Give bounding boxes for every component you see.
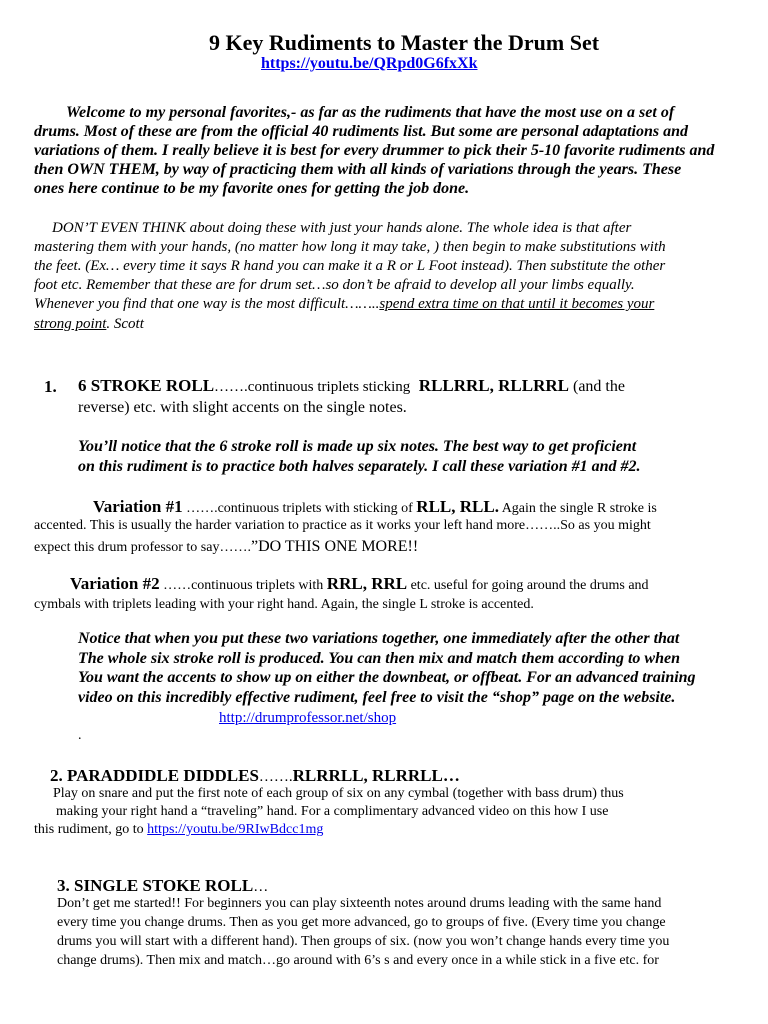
section-3-line-1: Don’t get me started!! For beginners you can play sixteenth notes around drums leading with the same hand <box>57 896 662 911</box>
dont-line-5-underlined: spend extra time on that until it becomes your <box>379 296 655 312</box>
do-this-one-more: ”DO THIS ONE MORE!! <box>250 538 419 555</box>
section-1-notice-1: You’ll notice that the 6 stroke roll is made up six notes. The best way to get proficient <box>78 438 637 455</box>
combo-line-3: You want the accents to show up on either the downbeat, or offbeat. For an advanced training <box>78 669 696 686</box>
dont-line-5-start: Whenever you find that one way is the most difficult…….. <box>34 296 380 312</box>
strong-point-text: strong point <box>34 316 107 332</box>
variation-2-line-1 <box>70 574 649 594</box>
intro-line-5: ones here continue to be my favorite ones for getting the job done. <box>34 180 470 197</box>
section-1-title: 6 STROKE ROLL <box>78 376 215 395</box>
section-3-heading <box>57 876 268 896</box>
combo-line-2: The whole six stroke roll is produced. You can then mix and match them according to when <box>78 650 680 667</box>
combo-line-1: Notice that when you put these two variations together, one immediately after the other that <box>78 630 680 647</box>
variation-1-line-3-start: expect this drum professor to say……. <box>34 540 251 555</box>
signature-text: . Scott <box>106 316 144 332</box>
intro-line-2: drums. Most of these are from the official 40 rudiments list. But some are personal adaptations and <box>34 123 688 140</box>
variation-2-dots: ……continuous triplets with <box>159 578 327 593</box>
variation-2-label: Variation #2 <box>70 574 160 593</box>
title-video-link[interactable]: https://youtu.be/QRpd0G6fxXk <box>261 55 478 72</box>
section-2-sticking: RLRRLL, RLRRLL… <box>292 766 460 785</box>
dont-line-5 <box>34 296 654 313</box>
variation-2-line-2: cymbals with triplets leading with your right hand. Again, the single L stroke is accented. <box>34 597 534 612</box>
combo-line-4: video on this incredibly effective rudiment, feel free to visit the “shop” page on the website. <box>78 689 676 706</box>
intro-line-1: Welcome to my personal favorites,- as far as the rudiments that have the most use on a set of <box>66 104 675 121</box>
page-title: 9 Key Rudiments to Master the Drum Set <box>209 30 600 55</box>
section-2-line-3 <box>34 822 323 838</box>
section-3-line-4: change drums). Then mix and match…go around with 6’s s and every once in a while stick in a five etc. for <box>57 953 659 968</box>
shop-link[interactable]: http://drumprofessor.net/shop <box>219 710 397 726</box>
section-2-dots: ……. <box>258 769 293 785</box>
dont-line-2: mastering them with your hands, (no matter how long it may take, ) then begin to make substitutions with <box>34 239 666 255</box>
variation-1-line-3 <box>34 538 418 556</box>
variation-1-dots: …….continuous triplets with sticking of <box>182 501 417 516</box>
section-1-dots: …….continuous triplets sticking <box>214 379 411 395</box>
variation-1-tail: Again the single R stroke is <box>498 501 657 516</box>
variation-1-label: Variation #1 <box>93 497 183 516</box>
section-1-sticking: RLLRRL, RLLRRL <box>418 376 569 395</box>
section-3-title: 3. SINGLE STOKE ROLL <box>57 876 254 895</box>
dont-line-6 <box>34 316 144 333</box>
section-1-tail: (and the <box>569 378 625 395</box>
variation-2-tail: etc. useful for going around the drums and <box>407 578 649 593</box>
variation-1-line-2: accented. This is usually the harder variation to practice as it works your left hand more……..So as you might <box>34 518 651 533</box>
variation-2-sticking: RRL, RRL <box>326 574 408 593</box>
section-2-video-link[interactable]: https://youtu.be/9RIwBdcc1mg <box>147 822 324 837</box>
section-1-heading <box>78 376 625 396</box>
intro-line-3: variations of them. I really believe it is best for every drummer to pick their 5-10 favorite rudiments and <box>34 142 715 159</box>
section-1-number: 1. <box>44 377 57 396</box>
dont-line-3: the feet. (Ex… every time it says R hand you can make it a R or L Foot instead). Then substitute the other <box>34 258 666 274</box>
variation-1-line-1 <box>93 497 657 517</box>
section-3-line-3: drums you will start with a different hand). Then groups of six. (now you won’t change hands every time you <box>57 934 670 949</box>
section-1-notice-2: on this rudiment is to practice both halves separately. I call these variation #1 and #2. <box>78 458 641 475</box>
intro-line-4: then OWN THEM, by way of practicing them with all kinds of variations through the years. These <box>34 161 682 178</box>
section-3-dots: … <box>253 879 269 895</box>
stray-dot: . <box>78 728 82 743</box>
section-2-line-3-start: this rudiment, go to <box>34 822 148 837</box>
variation-1-sticking: RLL, RLL. <box>416 497 499 516</box>
section-2-line-1: Play on snare and put the first note of each group of six on any cymbal (together with bass drum) thus <box>53 786 624 801</box>
dont-line-1: DON’T EVEN THINK about doing these with just your hands alone. The whole idea is that after <box>52 220 632 236</box>
section-3-line-2: every time you change drums. Then as you get more advanced, go to groups of five. (Every time you change <box>57 915 666 930</box>
section-2-title: 2. PARADDIDLE DIDDLES <box>50 766 259 785</box>
section-2-heading <box>50 766 460 786</box>
section-2-line-2: making your right hand a “traveling” hand. For a complimentary advanced video on this how I use <box>56 804 609 819</box>
section-1-line-2: reverse) etc. with slight accents on the single notes. <box>78 399 407 416</box>
dont-line-4: foot etc. Remember that these are for drum set…so don’t be afraid to develop all your limbs equally. <box>34 277 635 293</box>
